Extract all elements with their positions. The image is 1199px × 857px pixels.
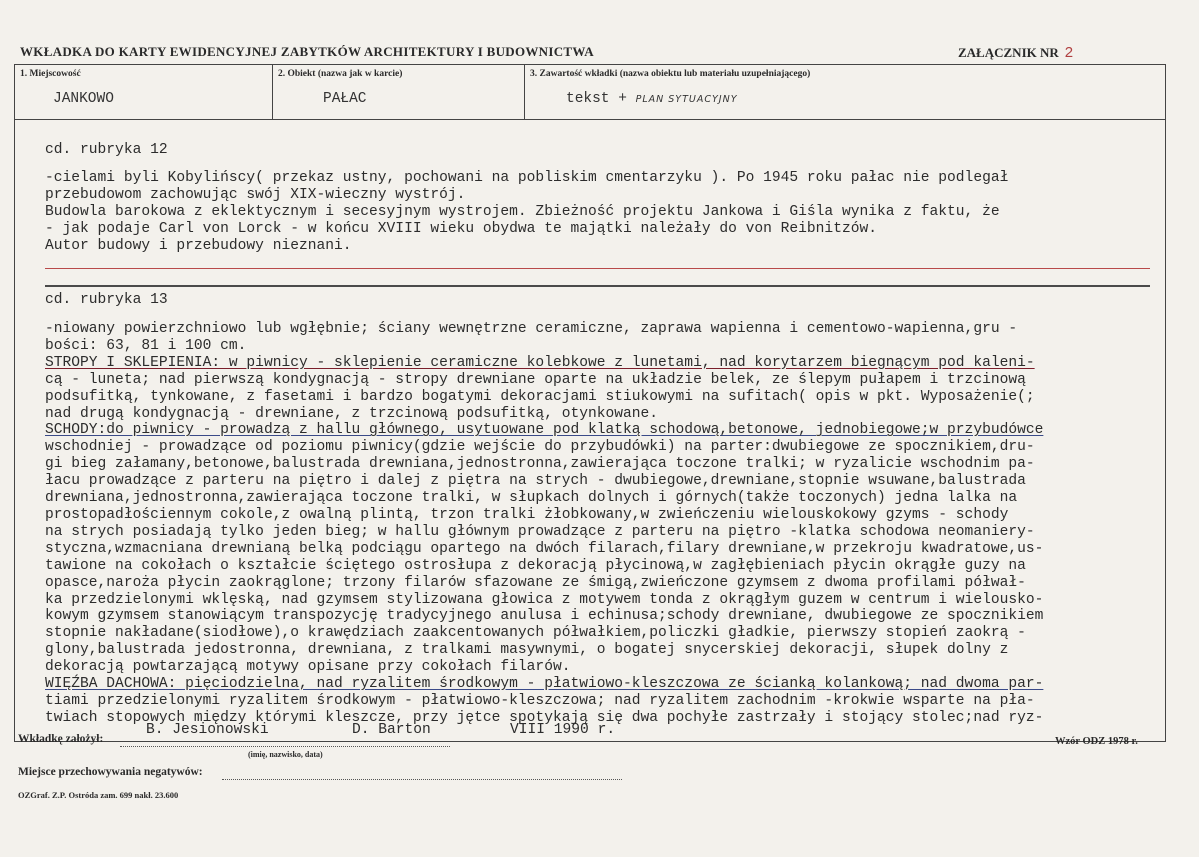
creation-date: VIII 1990 r. <box>510 722 616 738</box>
signature-dotted-line <box>120 746 450 747</box>
attachment-label <box>958 44 1073 61</box>
text-line: dekoracją powtarzającą motywy opisane przy cokołach filarów. <box>45 659 571 676</box>
text-line: gi bieg załamany,betonowe,balustrada drewniana,jednostronna,zawierająca toczone tralki; w ryzalicie wschodnim pa- <box>45 456 1035 473</box>
text-line: wschodniej - prowadzące od poziomu piwnicy(gdzie wejście do przybudówki) na parter:dwubiegowe ze spocznikiem,dru- <box>45 439 1035 456</box>
text-line: -cielami byli Kobylińscy( przekaz ustny, pochowani na pobliskim cmentarzyku ). Po 1945 roku pałac nie podlegał <box>45 170 1009 186</box>
text-line: tawione na cokołach o kształcie ściętego ostrosłupa z dekoracją płycinową,w zagłębieniach płycin okrągłe guzy na <box>45 557 1026 574</box>
text-line: glony,balustrada jedostronna, drewniana, z tralkami masywnymi, o bogatej snycerskiej dekoracji, słupek dolny z <box>45 642 1009 659</box>
form-title: WKŁADKA DO KARTY EWIDENCYJNEJ ZABYTKÓW ARCHITEKTURY I BUDOWNICTWA <box>20 44 594 59</box>
text-line: nad drugą kondygnacją - drewniane, z trzcinową podsufitką, otynkowane. <box>45 405 659 422</box>
text-line: twiach stopowych między którymi kleszcze, przy jętce spotykają się dwa pochyłe zastrzały i stojący stolec;nad ryz- <box>45 709 1044 726</box>
text-line: prostopadłościennym cokole,z owalną plintą, trzon tralki żłobkowany,w zwieńczeniu wielouskokowy gzyms - schody <box>45 506 1009 523</box>
negatives-dotted-line <box>222 779 622 780</box>
section-12-heading: cd. rubryka 12 <box>45 142 168 158</box>
section-divider <box>45 285 1150 287</box>
text-line: tiami przedzielonymi ryzalitem środkowym - płatwiowo-kleszczowa; nad ryzalitem zachodnim -krokwie wsparte na pła- <box>45 692 1035 709</box>
section-divider-red <box>45 268 1150 269</box>
text-line: Autor budowy i przebudowy nieznani. <box>45 238 352 254</box>
content-value <box>566 91 738 107</box>
author-2: D. Barton <box>352 722 431 738</box>
text-line: ka przedzielonymi wklęską, nad gzymsem stylizowana głowica z motywem tonda z okrągłym guzem w centrum i wielousko- <box>45 591 1044 608</box>
text-line: kowym gzymsem stanowiącym transpozycję tradycyjnego anulusa i echinusa;schody drewniane, dwubiegowe ze spocznikiem <box>45 608 1044 625</box>
text-line: przebudowom zachowując swój XIX-wieczny wystrój. <box>45 187 466 203</box>
content-label: 3. Zawartość wkładki (nazwa obiektu lub materiału uzupełniającego) <box>530 69 811 79</box>
signature-caption: (imię, nazwisko, data) <box>248 750 323 759</box>
author-1: B. Jesionowski <box>146 722 269 738</box>
text-line: SCHODY:do piwnicy - prowadzą z hallu głównego, usytuowane pod klatką schodową,betonowe, jednobiegowe;w przybudówce <box>45 422 1044 439</box>
section-12-body <box>45 170 1008 255</box>
text-line: drewniana,jednostronna,zawierająca toczone tralki, w słupkach dolnych i górnych(także toczonych) jedna lalka na <box>45 490 1018 507</box>
form-fields-row <box>14 64 1166 120</box>
printer-imprint: OZGraf. Z.P. Ostróda zam. 699 nakł. 23.600 <box>18 790 179 800</box>
content-cell <box>525 65 1165 119</box>
text-line: STROPY I SKLEPIENIA: w piwnicy - sklepienie ceramiczne kolebkowe z lunetami, nad korytarzem biegnącym pod kaleni- <box>45 354 1035 371</box>
text-line: stopnie nakładane(siodłowe),o krawędziach zaakcentowanych półwałkiem,policzki gładkie, pierwszy stopień zaokrą - <box>45 625 1026 642</box>
section-13-heading: cd. rubryka 13 <box>45 292 168 308</box>
text-line: na strych posiadają tylko jeden bieg; w hallu głównym prowadzące z parteru na piętro -klatka schodowa neomaniery- <box>45 523 1035 540</box>
content-value-text: tekst + <box>566 91 627 107</box>
attachment-label-text: ZAŁĄCZNIK NR <box>958 45 1059 60</box>
object-cell <box>273 65 525 119</box>
text-line: styczna,wzmacniana drewnianą belką podciągu opartego na dwóch filarach,filary drewniane,w przekroju kwadratowe,us- <box>45 540 1044 557</box>
place-label: 1. Miejscowość <box>20 69 81 79</box>
text-line: bości: 63, 81 i 100 cm. <box>45 337 247 354</box>
place-cell <box>15 65 273 119</box>
text-line: opasce,naroża płycin zaokrąglone; trzony filarów sfazowane ze śmigą,zwieńczone gzymsem z dwoma profilami półwał- <box>45 574 1026 591</box>
text-line: WIĘŹBA DACHOWA: pięciodzielna, nad ryzalitem środkowym - płatwiowo-kleszczowa ze ścianką kolankową; nad dwoma par- <box>45 676 1044 693</box>
text-line: Budowla barokowa z eklektycznym i secesyjnym wystrojem. Zbieżność projektu Jankowa i Giśla wynika z faktu, że <box>45 204 1000 220</box>
text-line: podsufitką, tynkowane, z fasetami i bardzo bogatymi dekoracjami stiukowymi na sufitach( opis w pkt. Wyposażenie(; <box>45 388 1035 405</box>
attachment-number: 2 <box>1064 44 1074 61</box>
place-value: JANKOWO <box>53 91 114 107</box>
negatives-label: Miejsce przechowywania negatywów: <box>18 766 203 778</box>
object-label: 2. Obiekt (nazwa jak w karcie) <box>278 69 403 79</box>
text-line: -niowany powierzchniowo lub wgłębnie; ściany wewnętrzne ceramiczne, zaprawa wapienna i cementowo-wapienna,gru - <box>45 321 1018 337</box>
form-code: Wzór ODZ 1978 r. <box>1055 736 1138 747</box>
made-by-label: Wkładkę założył: <box>18 733 104 745</box>
object-value: PAŁAC <box>323 91 367 107</box>
text-line: cą - luneta; nad pierwszą kondygnacją - stropy drewniane oparte na układzie belek, ze ślepym pułapem i trzcinową <box>45 371 1026 388</box>
text-line: - jak podaje Carl von Lorck - w końcu XVIII wieku obydwa te majątki należały do von Reibnitzów. <box>45 221 877 237</box>
section-13-body <box>45 321 1043 727</box>
text-line: łacu prowadzące z parteru na piętro i dalej z piętra na strych - dwubiegowe,drewniane,stopnie wsuwane,balustrada <box>45 473 1026 490</box>
content-handwritten: PLAN SYTUACYJNY <box>635 94 738 105</box>
